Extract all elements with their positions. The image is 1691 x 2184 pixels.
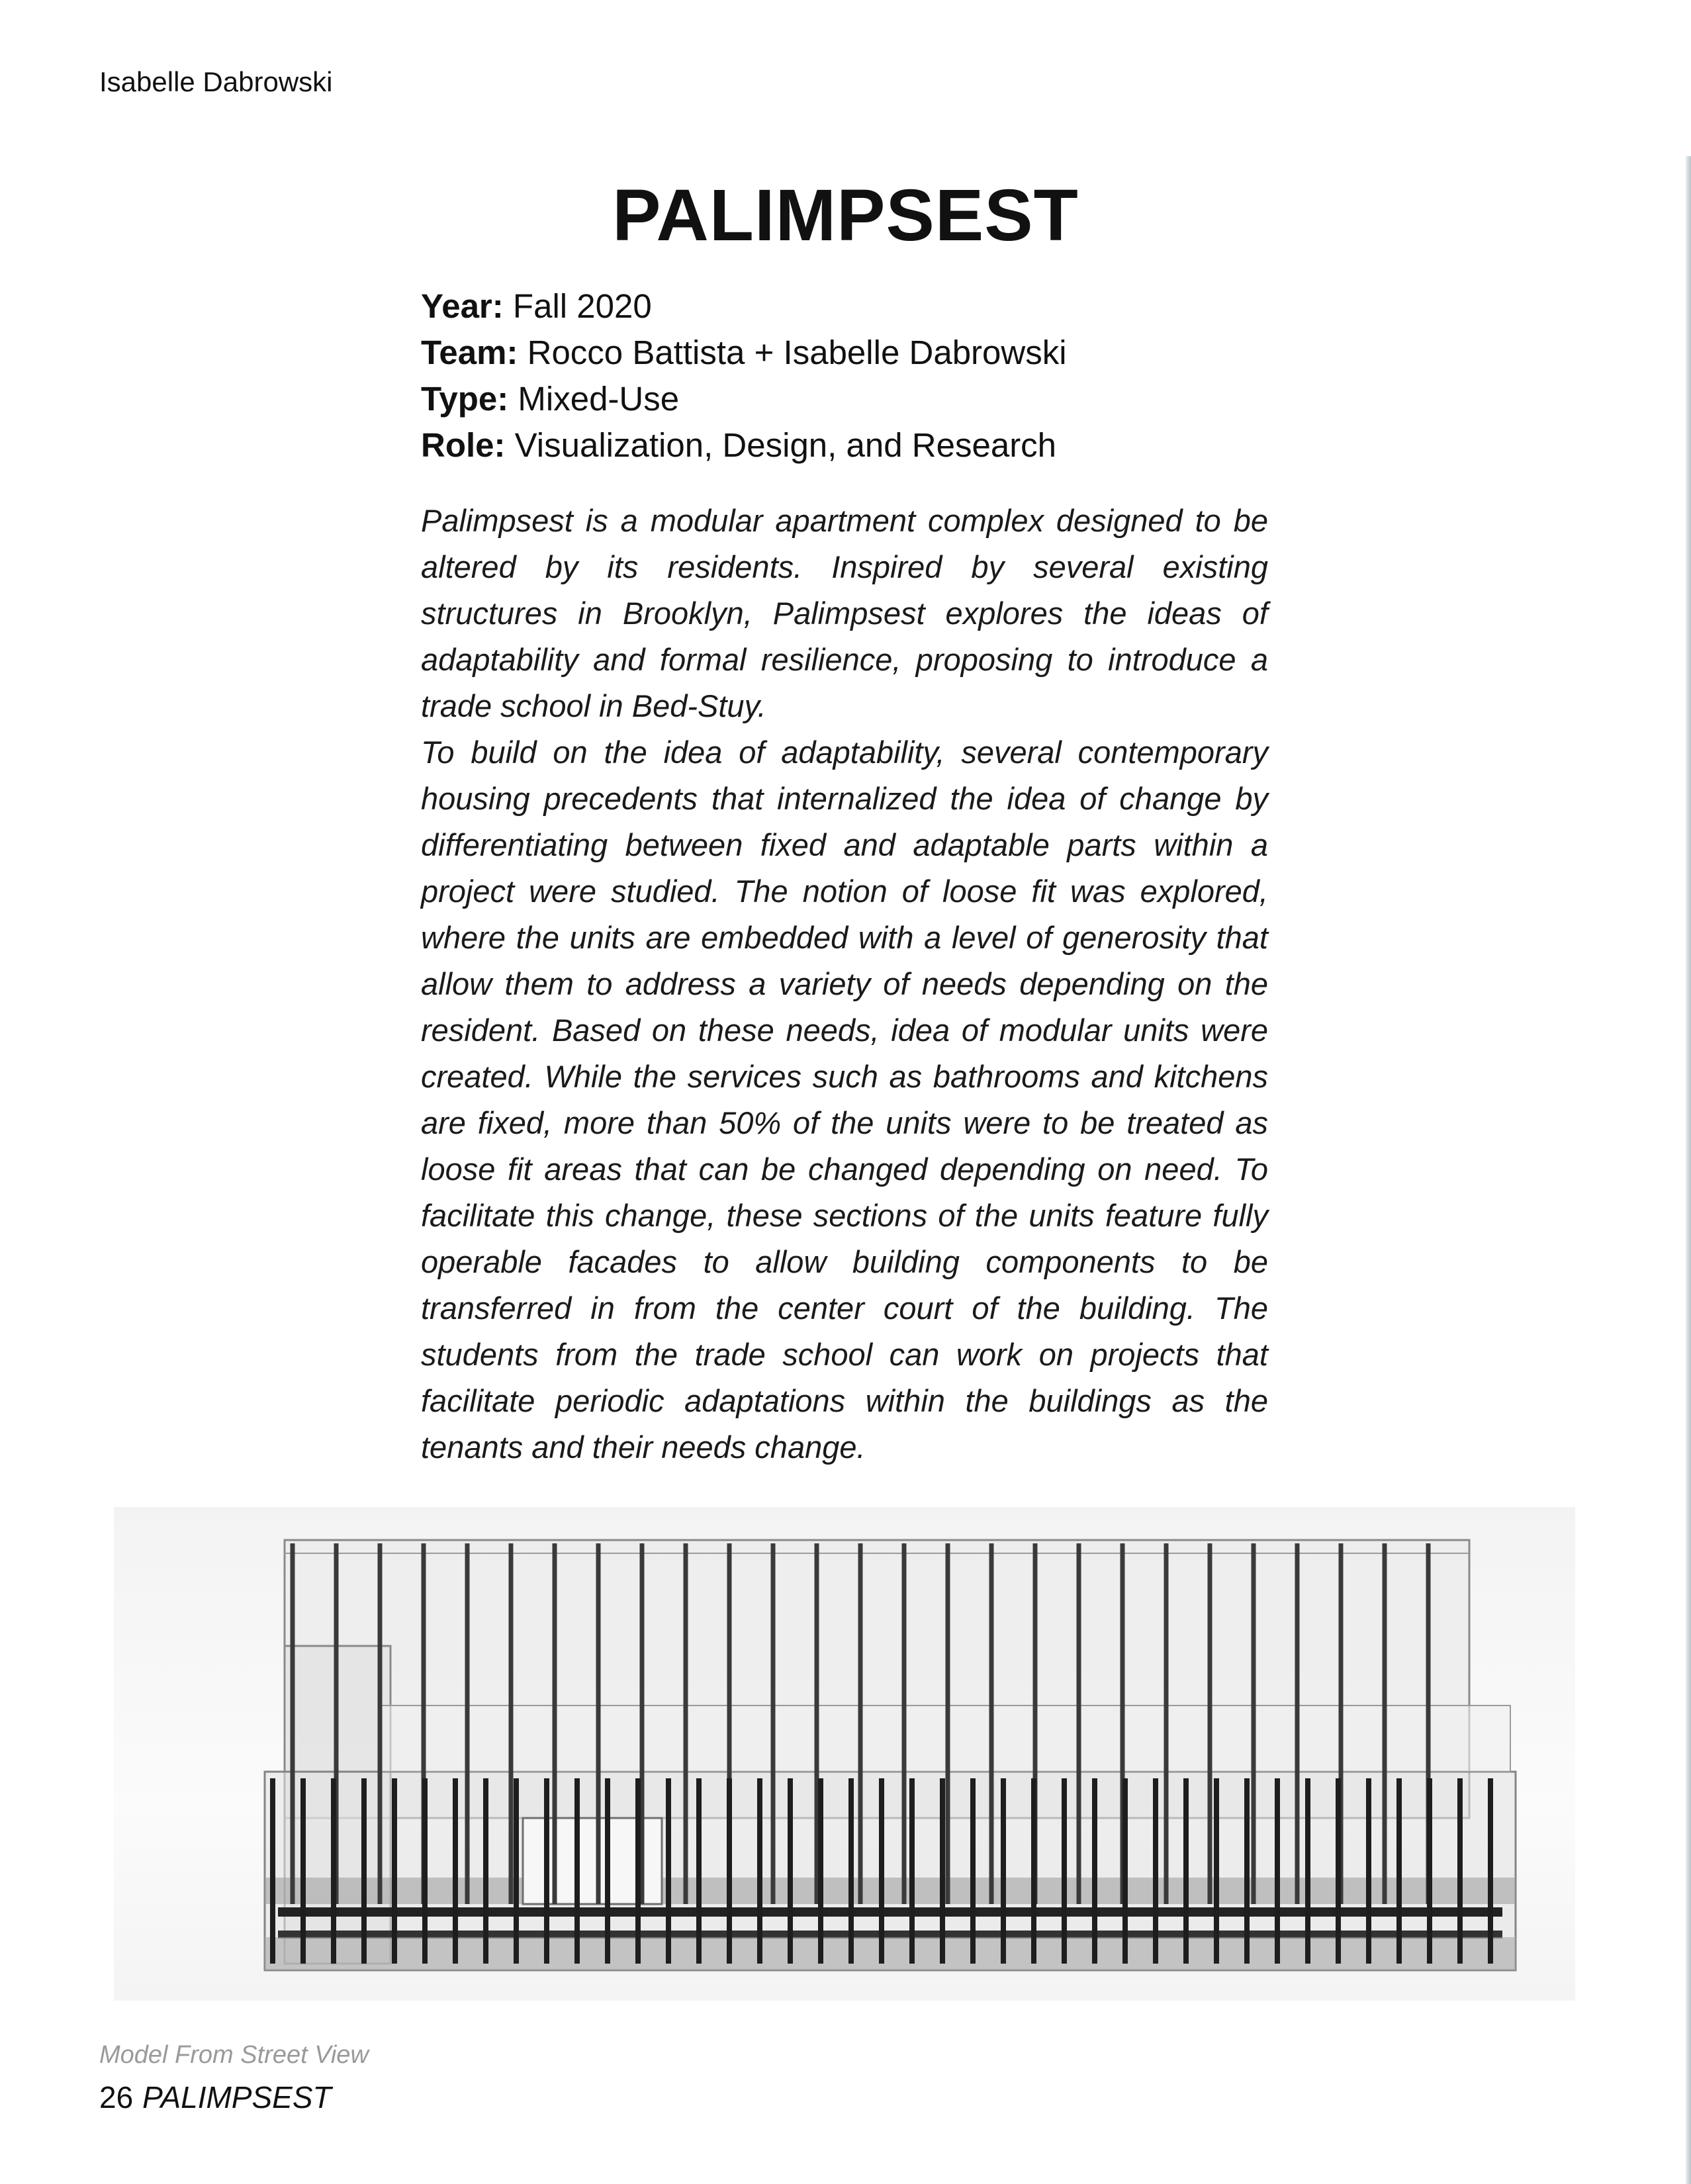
facing-page-edge (1686, 156, 1691, 2184)
meta-value: Rocco Battista + Isabelle Dabrowski (518, 334, 1067, 371)
author-name: Isabelle Dabrowski (99, 66, 333, 97)
model-photo (114, 1507, 1575, 2001)
meta-value: Fall 2020 (503, 287, 652, 325)
project-description (421, 498, 1268, 1471)
meta-label: Year: (421, 287, 504, 325)
project-title: PALIMPSEST (612, 175, 1079, 256)
meta-label: Role: (421, 426, 506, 464)
meta-value: Mixed-Use (508, 380, 680, 418)
page-footer (99, 2079, 332, 2115)
project-meta (421, 283, 1067, 469)
model-drawing (114, 1507, 1575, 2001)
model-base-slab (278, 1907, 1502, 1917)
model-front-rods (273, 1778, 1490, 1964)
figure-caption: Model From Street View (99, 2041, 369, 2069)
meta-label: Team: (421, 334, 518, 371)
meta-value: Visualization, Design, and Research (505, 426, 1057, 464)
page-number: 26 (99, 2080, 134, 2115)
description-paragraph: Palimpsest is a modular apartment complex designed to be altered by its residents. Inspired by several existing structures in Brooklyn, Palimpsest explores the ideas of adaptability and formal resilience, proposing to introduce a trade school in Bed-Stuy. (421, 503, 1268, 723)
meta-label: Type: (421, 380, 509, 418)
model-floor-slab (265, 1878, 1516, 1904)
meta-year (421, 283, 1067, 330)
meta-type (421, 376, 1067, 422)
description-paragraph: To build on the idea of adaptability, several contemporary housing precedents that internalized the idea of change by differentiating between fixed and adaptable parts within a project were studied. The notion of loose fit was explored, where the units are embedded with a level of generosity that allow them to address a variety of needs depending on the resident. Based on these needs, idea of modular units were created. While the services such as bathrooms and kitchens are fixed, more than 50% of the units were to be treated as loose fit areas that can be changed depending on need. To facilitate this change, these sections of the units feature fully operable facades to allow building components to be transferred in from the center court of the building. The students from the trade school can work on projects that facilitate periodic adaptations within the buildings as the tenants and their needs change. (421, 735, 1268, 1465)
meta-team (421, 330, 1067, 376)
meta-role (421, 422, 1067, 469)
section-name: PALIMPSEST (142, 2080, 332, 2115)
model-plinth (265, 1937, 1516, 1970)
